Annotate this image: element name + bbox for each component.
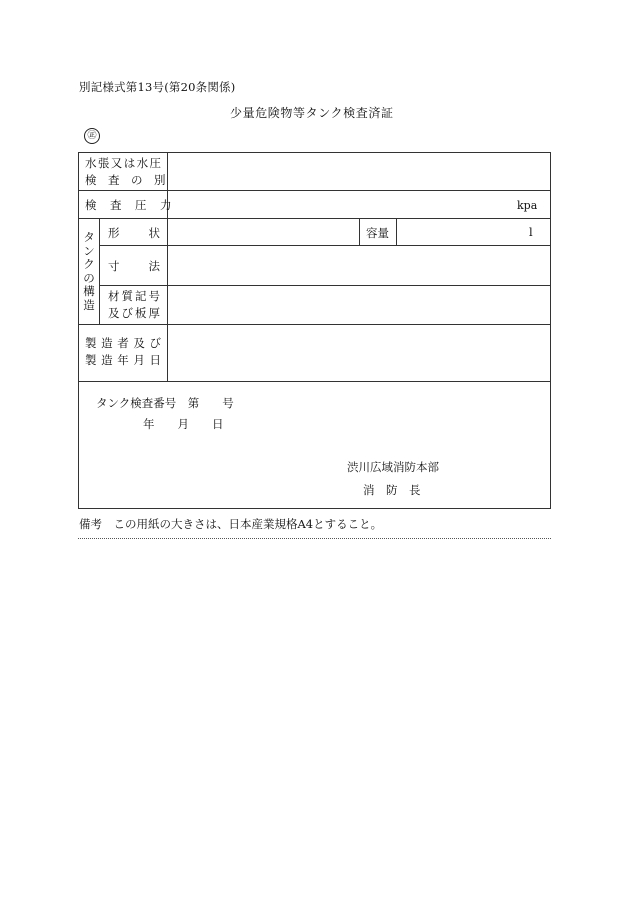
tank-structure-char: ン xyxy=(83,243,95,258)
tank-structure-char: 造 xyxy=(83,297,95,312)
manufacturer-label xyxy=(85,335,161,369)
label-column-divider xyxy=(167,153,168,381)
capacity-divider xyxy=(396,218,397,245)
inspection-type-label-line1: 水張又は水圧 xyxy=(85,156,161,170)
document-title: 少量危険物等タンク検査済証 xyxy=(230,106,394,120)
tank-structure-char: タ xyxy=(83,230,95,244)
inspection-number-label: タンク検査番号 第 号 xyxy=(96,396,234,410)
inspection-type-label-line2: 検 査 の 別 xyxy=(85,173,166,187)
shape-label: 形 状 xyxy=(108,226,160,240)
material-label-line1: 材質記号 xyxy=(108,289,160,303)
manufacturer-label-line2: 製造年月日 xyxy=(85,353,161,367)
material-label xyxy=(108,288,160,322)
row-divider xyxy=(79,190,550,191)
dimensions-label: 寸 法 xyxy=(108,259,160,273)
tank-structure-char: ク xyxy=(83,257,95,271)
dotted-rule xyxy=(78,538,551,539)
pressure-unit: kpa xyxy=(517,199,538,212)
pressure-label: 検 査 圧 力 xyxy=(85,198,173,212)
row-divider xyxy=(79,218,550,219)
certificate-form xyxy=(78,152,551,509)
tank-group-divider xyxy=(99,218,100,324)
capacity-unit: l xyxy=(529,225,533,239)
issuer-org: 渋川広域消防本部 xyxy=(347,460,439,474)
material-label-line2: 及び板厚 xyxy=(108,306,160,320)
manufacturer-label-line1: 製造者及び xyxy=(85,336,161,350)
date-line: 年 月 日 xyxy=(143,417,224,431)
footer-note: 備考 この用紙の大きさは、日本産業規格A4とすること。 xyxy=(79,517,383,531)
form-reference: 別記様式第13号(第20条関係) xyxy=(79,80,236,94)
tank-structure-label xyxy=(82,231,96,312)
row-divider xyxy=(79,381,550,382)
issuer-title: 消 防 長 xyxy=(363,483,421,497)
inspection-type-label xyxy=(85,155,166,189)
capacity-divider xyxy=(359,218,360,245)
seal-mark-icon: ㊣ xyxy=(84,128,100,144)
tank-structure-char: の xyxy=(83,270,95,285)
capacity-label: 容量 xyxy=(366,226,389,240)
row-divider xyxy=(79,324,550,325)
tank-structure-char: 構 xyxy=(83,284,95,298)
tank-structure-label-text xyxy=(82,231,96,312)
